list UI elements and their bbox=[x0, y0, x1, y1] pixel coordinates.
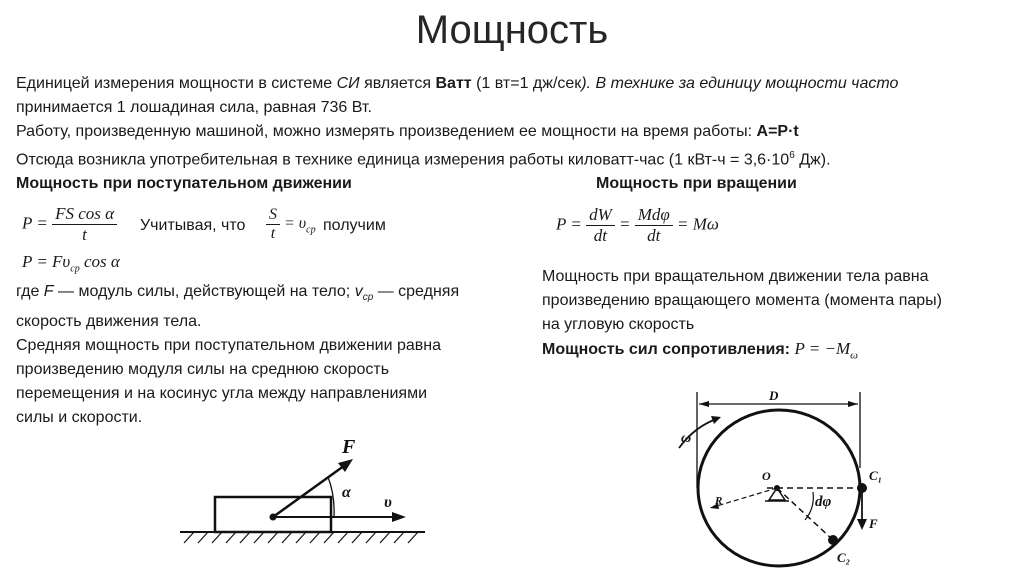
point-c2 bbox=[828, 535, 838, 545]
center-dot bbox=[774, 485, 780, 491]
omega-arrowhead bbox=[711, 416, 721, 424]
intro-line-3: Работу, произведенную машиной, можно измерять произведением ее мощности на время работы: A=P·t bbox=[16, 123, 799, 140]
translational-formula-1: P = $\frac{\text{FS cos α}}{t}$ bbox=[22, 204, 117, 245]
center-label: O bbox=[762, 469, 771, 483]
dphi-label: dφ bbox=[815, 494, 832, 510]
velocity-arrowhead bbox=[392, 512, 406, 522]
diameter-label: D bbox=[769, 388, 779, 403]
rotation-diagram bbox=[655, 388, 915, 574]
velocity-label: υ bbox=[384, 494, 392, 511]
omega-label: ω bbox=[681, 431, 692, 446]
rotation-heading: Мощность при вращении bbox=[596, 175, 797, 192]
intro-paragraph bbox=[16, 72, 1016, 172]
rotation-description: Мощность при вращательном движении тела равна произведению вращающего момента (момента пары) на угловую скорость Мощность сил сопротивления: $P = -M_\omega$ bbox=[542, 268, 942, 362]
radius-label: R bbox=[715, 495, 723, 507]
given-text: Учитывая, что bbox=[140, 217, 246, 234]
ground-hatching bbox=[184, 532, 418, 543]
intro-line-2: принимается 1 лошадиная сила, равная 736 Вт. bbox=[16, 99, 372, 116]
force-down-label: F bbox=[869, 516, 878, 531]
translational-diagram bbox=[170, 425, 430, 570]
c1-label: C₁ bbox=[869, 468, 883, 483]
force-vector bbox=[273, 463, 348, 517]
page-title: Мощность bbox=[415, 8, 609, 52]
translational-heading: Мощность при поступательном движении bbox=[16, 175, 352, 192]
dimension-arrow-left bbox=[699, 401, 709, 407]
intro-line-1: Единицей измерения мощности в системе СИ является Ватт (1 вт=1 дж/сек). В технике за единицу мощности часто bbox=[16, 75, 899, 92]
average-power-paragraph: Средняя мощность при поступательном движении равна произведению модуля силы на среднюю скорость перемещения и на косинус угла между направлениями силы и скорости. bbox=[16, 337, 442, 426]
translational-formula-2: $\frac{S}{t}$ = $\upsilon_{ср}$ bbox=[266, 206, 316, 243]
translational-formula-3: $P = F\upsilon_{ср}$ cos α bbox=[22, 252, 120, 275]
c2-label: C₂ bbox=[837, 550, 851, 565]
intro-line-4: Отсюда возникла употребительная в технике единица измерения работы киловатт-час (1 $кВт-ч = 3,6\cdot 10^6$ Дж). bbox=[16, 150, 831, 169]
force-label: F bbox=[342, 436, 356, 458]
angle-label: α bbox=[342, 484, 351, 501]
rotation-formula: P = $\frac{dW}{dt}$ = $\frac{\text{Mdφ}}{dt}$ = Mω bbox=[556, 205, 719, 245]
dimension-arrow-right bbox=[848, 401, 858, 407]
get-text: получим bbox=[323, 217, 386, 234]
where-paragraph: где F — модуль силы, действующей на тело; $v_{ср}$ — средняя скорость движения тела. bbox=[16, 283, 460, 331]
force-down-arrowhead bbox=[857, 519, 867, 530]
